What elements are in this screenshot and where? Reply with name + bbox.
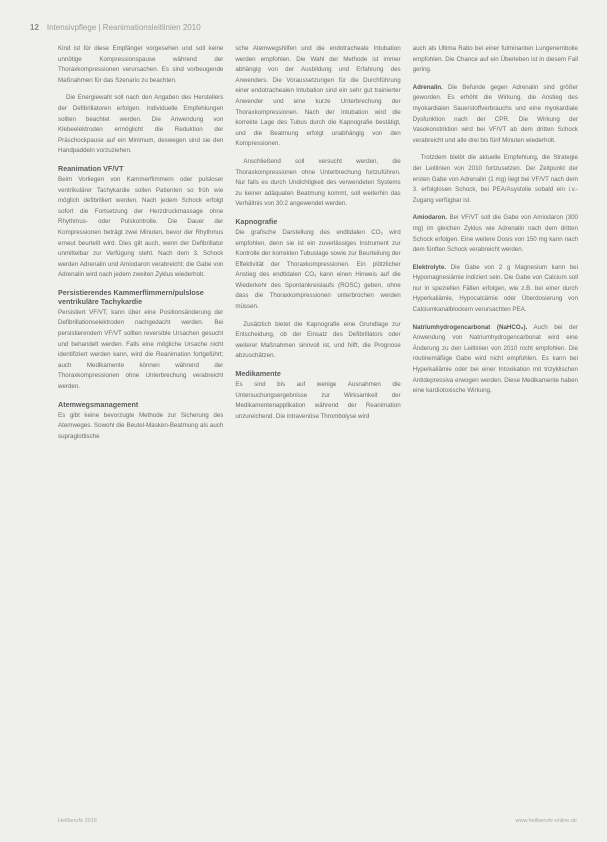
paragraph <box>413 153 578 206</box>
page-footer <box>58 818 577 828</box>
paragraph-text: Auch bei der Anwendung von Natriumhydrogencarbonat wird eine Änderung zu den Leitlinien von 2010 nicht empfohlen. Die routinemäßige Gabe wird nicht empfohlen. Es kann bei Hyperkaliämie oder bei einer Intoxikation mit trizyklischen Antidepressiva erwogen werden. Diese Medikamente haben eine kardiotoxische Wirkung. <box>412 323 578 395</box>
paragraph-text: Es sind bis auf wenige Ausnahmen die Untersuchungsergebnisse zur Wirksamkeit der Medikamentenapplikation während der Reanimation unzureichend. Die intravenöse Thrombolyse wird <box>235 381 401 420</box>
section-heading: Reanimation VF/VT <box>58 163 124 173</box>
paragraph <box>58 93 223 157</box>
paragraph <box>58 44 223 86</box>
paragraph <box>413 263 578 316</box>
paragraph <box>235 380 400 422</box>
paragraph-text: Beim Vorliegen von Kammerflimmern oder pulsloser ventrikulärer Tachykardie sollen Patienten so früh wie möglich defibrilliert werden. Nach jedem Schock erfolgt sofort die Fortsetzung der Herzdruckmassage ohne Rhythmus- oder Pulskontrolle. Die Dauer der Kompressionen beträgt zwei Minuten, bevor der Rhythmus erneut beurteilt wird. Dies gilt auch, wenn der Defibrillator unmittelbar zur Verfügung steht. Nach dem 3. Schock werden Adrenalin und Amiodaron verabreicht; die Gabe von Adrenalin wird nach jedem zweiten Zyklus wiederholt. <box>58 175 224 279</box>
paragraph-text: Die grafische Darstellung des endtidalen CO₂ wird empfohlen, denn sie ist ein zuverlässiges Instrument zur Kontrolle der korrekten Tubuslage sowie zur Beurteilung der Effektivität der Thoraxkompressionen. Ein plötzlicher Anstieg des endtidalen CO₂ kann einen Hinweis auf die Wiederkehr des Spontankreislaufs (ROSC) geben, ohne dass die Thoraxkompressionen unterbrochen werden müssen. <box>235 228 401 311</box>
paragraph-text: Anschließend soll versucht werden, die Thoraxkompressionen ohne Unterbrechung fortzuführen. Nur falls es durch Undichtigkeit des verwendeten Systems zu keiner adäquaten Beatmung kommt, soll weiterhin das Verhältnis von 30:2 angewendet werden. <box>235 157 401 208</box>
paragraph-text: sche Atemwegshilfen und die endotracheale Intubation werden empfohlen. Die Wahl der Methode ist immer abhängig von der Ausbildung und Erfahrung des Anwenders. Die Voraussetzungen für die Durchführung einer endotrachealen Intubation sind ein sehr gut trainierter Anwender und eine kurze Unterbrechung der Thoraxkompressionen. Nach der Intubation wird die korrekte Lage des Tubus durch die Kapnografie bestätigt, und die Beatmung erfolgt unabhängig von den Kompressionen. <box>235 45 401 148</box>
paragraph-text: Persistiert VF/VT, kann über eine Positionsänderung der Defibrillationselektroden nachgedacht werden. Bei persistierendem VF/VT sollten reversible Ursachen gesucht und behandelt werden. Falls eine mögliche Ursache nicht identifiziert werden kann, wird die Reanimation fortgeführt; auch Medikamente können während der Thoraxkompressionen ohne Unterbrechung verabreicht werden. <box>58 308 224 391</box>
page-number: 12 <box>30 22 39 32</box>
section-heading: Atemwegsmanagement <box>58 399 139 409</box>
text-column <box>235 44 400 802</box>
paragraph <box>58 175 223 281</box>
section-heading: Kapnografie <box>235 216 278 226</box>
footer-right: www.heilberufe-online.de <box>515 818 577 824</box>
paragraph <box>413 83 578 147</box>
paragraph-lead: Natriumhydrogencarbonat (NaHCO₃). <box>412 323 528 331</box>
paragraph <box>413 44 578 76</box>
paragraph-text: Bei VF/VT soll die Gabe von Amiodaron (300 mg) im gleichen Zyklus wie Adrenalin nach dem dritten Schock erfolgen. Eine weitere Dosis von 150 mg kann nach dem fünften Schock verabreicht werden. <box>412 214 578 254</box>
section-heading: Persistierendes Kammerflimmern/pulslose ventrikuläre Tachykardie <box>58 287 204 306</box>
text-columns <box>58 44 578 802</box>
paragraph-lead: Amiodaron. <box>412 214 448 222</box>
paragraph <box>235 44 400 150</box>
page-header <box>30 20 577 34</box>
paragraph-text: Trotzdem bleibt die aktuelle Empfehlung, die Strategie der Leitlinien von 2010 fortzusetzen. Der Zeitpunkt der ersten Gabe von Adrenalin (1 mg) liegt bei VF/VT nach dem 3. erfolglosen Schock, bei PEA/Asystolie sobald ein i.v.-Zugang verfügbar ist. <box>412 154 578 204</box>
footer-left: Heilberufe 2016 <box>58 818 97 824</box>
running-title: Intensivpflege | Reanimationsleitlinien 2010 <box>46 22 201 32</box>
paragraph-text: Die Energiewahl soll nach den Angaben des Herstellers der Defibrillatoren erfolgen. Individuelle Empfehlungen sollten beachtet werden. Die Anwendung von Klebeelektroden ermöglicht die Reduktion der Präschockpause auf ein Minimum, deswegen sind sie den Handpaddeln vorzuziehen. <box>58 94 224 155</box>
paragraph-lead: Adrenalin. <box>412 83 443 91</box>
text-column <box>58 44 223 802</box>
paragraph-text: auch als Ultima Ratio bei einer fulminanten Lungenembolie empfohlen. Die Chance auf ein Überleben ist in diesem Fall gering. <box>412 45 578 74</box>
paragraph-text: Es gibt keine bevorzugte Methode zur Sicherung des Atemweges. Sowohl die Beutel-Masken-Beatmung als auch supraglottische <box>58 411 224 440</box>
paragraph <box>413 323 578 397</box>
paragraph-text: Die Befunde gegen Adrenalin sind größer geworden. Es erhöht die Wirkung, die Anstieg des myokardialen Sauerstoffverbrauchs und eine myokardiale Dysfunktion nach der CPR. Die Wirkung der Vasokonstriktion wird bei VF/VT ab dem dritten Schock verabreicht und alle drei bis fünf Minuten wiederholt. <box>412 83 578 144</box>
paragraph <box>235 157 400 210</box>
paragraph <box>235 228 400 313</box>
text-column <box>413 44 578 802</box>
section-heading: Medikamente <box>235 369 281 379</box>
paragraph-text: Die Gabe von 2 g Magnesium kann bei Hypomagnesiämie indiziert sein. Die Gabe von Calcium soll nur in speziellen Fällen erfolgen, wie z.B. bei einer durch Hyperkaliämie, Hypocalcämie oder Überdosierung von Calciumkanalblockern verursachten PEA. <box>412 263 578 314</box>
paragraph <box>58 308 223 393</box>
paragraph-text: Kind ist für diese Empfänger vorgesehen und soll keine unnötige Kompressionspause während der Thoraxkompressionen verursachen. Es sind vorbeugende Maßnahmen für das Szenario zu beachten. <box>58 45 224 84</box>
paragraph <box>235 320 400 362</box>
paragraph <box>58 411 223 443</box>
paragraph-text: Zusätzlich bietet die Kapnografie eine Grundlage zur Entscheidung, ob der Einsatz des Defibrillators oder weiterer Maßnahmen sinnvoll ist, und hilft, die Prognose abzuschätzen. <box>235 320 401 360</box>
paragraph-lead: Elektrolyte. <box>412 263 447 271</box>
paragraph <box>413 213 578 255</box>
